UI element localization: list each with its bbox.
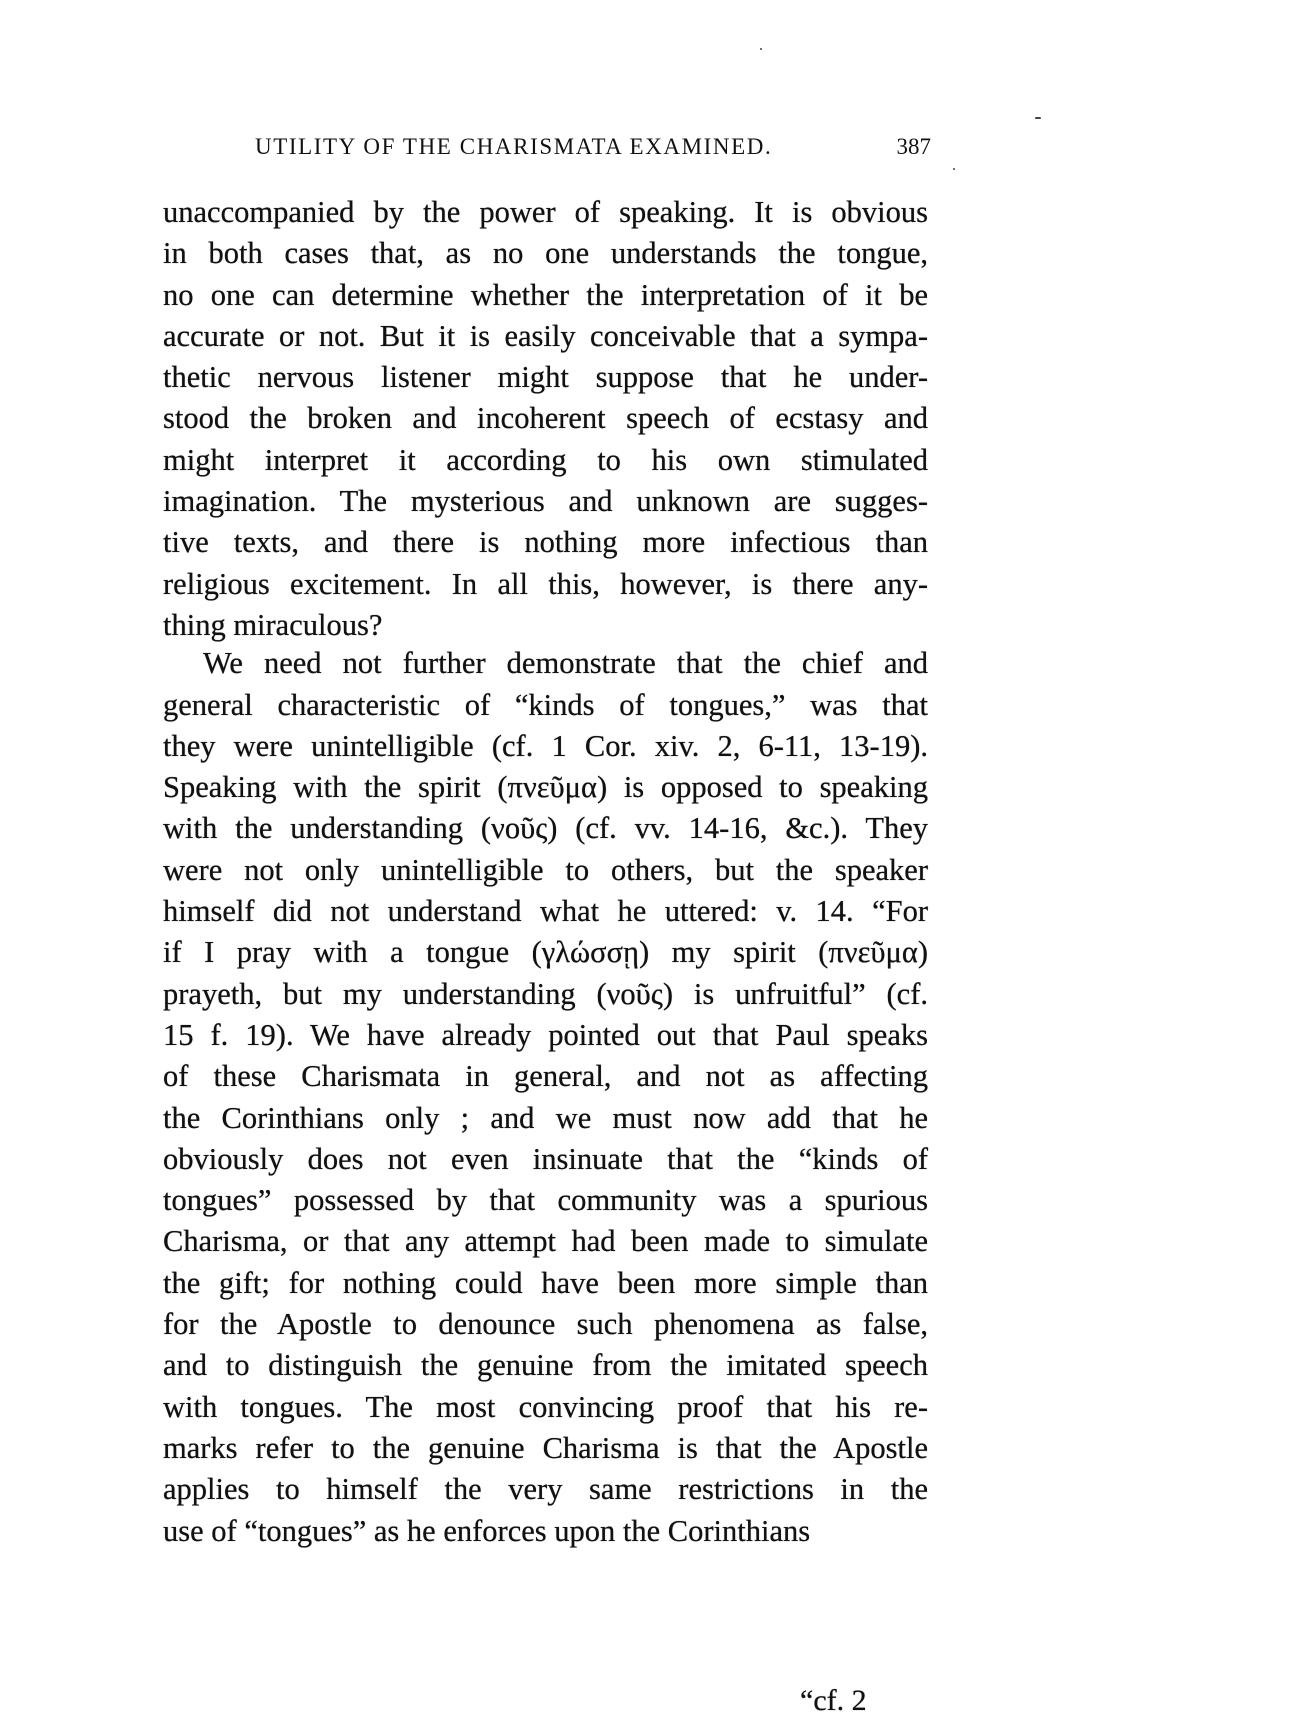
paragraph [163,192,928,646]
text-line: prayeth, but my understanding (νοῦς) is unfruitful” (cf. [163,976,928,1011]
text-line: general characteristic of “kinds of tongues,” was that [163,687,928,722]
page-body [163,192,928,1549]
text-line: use of “tongues” as he enforces upon the Corinthians [163,1513,811,1548]
text-line: in both cases that, as no one understands the tongue, [163,236,928,271]
text-line: the gift; for nothing could have been more simple than [163,1265,928,1300]
text-line: unaccompanied by the power of speaking. It is obvious [163,195,928,229]
text-line: 15 f. 19). We have already pointed out that Paul speaks [163,1017,928,1052]
text-line: obviously does not even insinuate that the “kinds of [163,1141,928,1176]
scan-speck [760,48,762,50]
scan-speck [953,168,955,170]
paragraph [163,643,928,1552]
text-line: applies to himself the very same restrictions in the [163,1472,928,1507]
text-line: with the understanding (νοῦς) (cf. vv. 14-16, &c.). They [163,811,928,846]
text-line: and to distinguish the genuine from the imitated speech [163,1348,928,1383]
text-line: thetic nervous listener might suppose that he under- [163,360,928,395]
text-line: Speaking with the spirit (πνεῦμα) is opposed to speaking [163,770,928,805]
text-line: might interpret it according to his own stimulated [163,442,928,477]
text-line: no one can determine whether the interpretation of it be [163,277,928,312]
running-head-title: UTILITY OF THE CHARISMATA EXAMINED. [255,134,773,159]
text-line: they were unintelligible (cf. 1 Cor. xiv. 2, 6-11, 13-19). [163,728,928,763]
running-head [255,134,931,166]
text-line: tive texts, and there is nothing more infectious than [163,525,928,560]
text-line: stood the broken and incoherent speech of ecstasy and [163,401,928,436]
text-line: imagination. The mysterious and unknown are sugges- [163,484,928,519]
text-line: tongues” possessed by that community was a spurious [163,1183,928,1218]
text-line: himself did not understand what he uttered: v. 14. “For [163,894,928,929]
scan-speck [1035,117,1041,119]
text-line: marks refer to the genuine Charisma is that the Apostle [163,1430,928,1465]
text-line: religious excitement. In all this, however, is there any- [163,566,928,601]
text-line: were not only unintelligible to others, but the speaker [163,852,928,887]
text-line: Charisma, or that any attempt had been made to simulate [163,1224,928,1259]
text-line: if I pray with a tongue (γλώσσῃ) my spirit (πνεῦμα) [163,935,928,970]
text-line: with tongues. The most convincing proof that his re- [163,1389,928,1424]
text-line: accurate or not. But it is easily conceivable that a sympa- [163,318,928,353]
page-number: 387 [896,134,931,159]
text-line: thing miraculous? [163,607,383,642]
text-line: We need not further demonstrate that the chief and [203,646,928,681]
text-line: for the Apostle to denounce such phenomena as false, [163,1307,928,1342]
cut-off-line: “cf. 2 [800,1684,867,1717]
text-line: the Corinthians only ; and we must now add that he [163,1100,928,1135]
text-line: of these Charismata in general, and not as affecting [163,1059,928,1094]
